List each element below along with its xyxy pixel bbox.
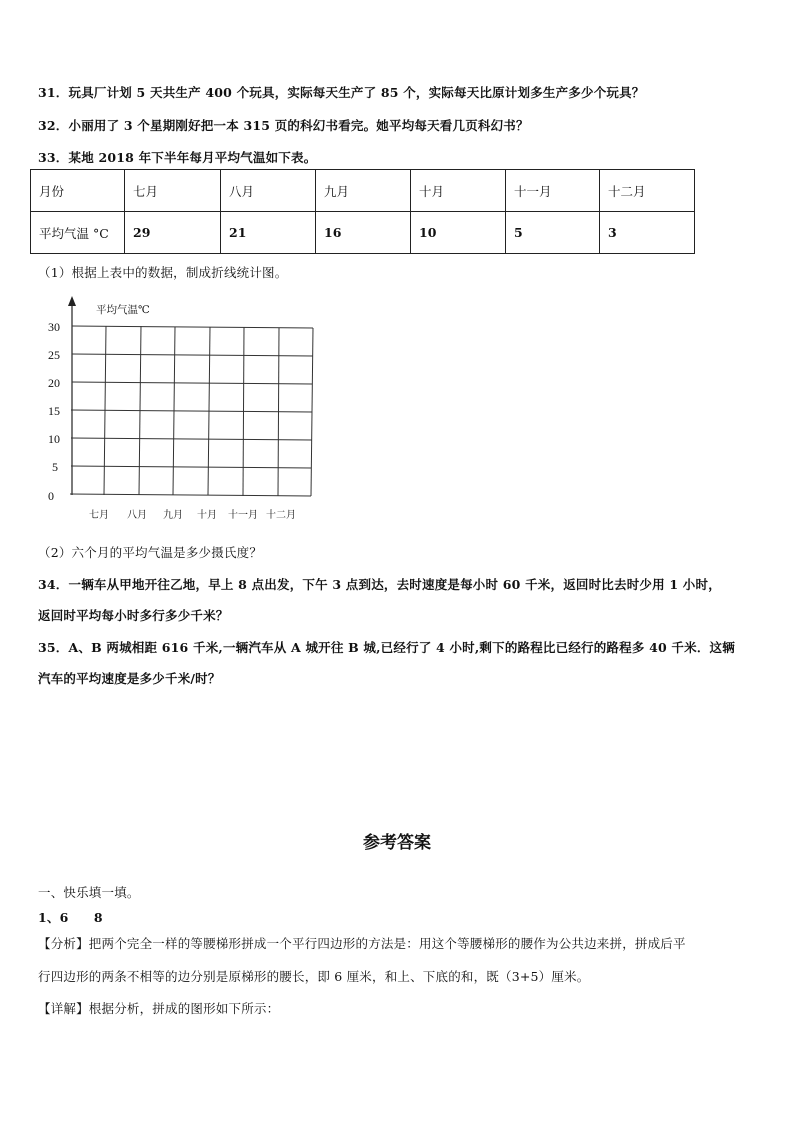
x-tick: 十一月: [228, 510, 258, 521]
table-cell: 3: [600, 212, 695, 254]
table-row: [31, 212, 695, 254]
table-cell: 十月: [411, 170, 506, 212]
detail-line: 【详解】根据分析，拼成的图形如下所示：: [38, 1001, 280, 1016]
y-tick: 25: [48, 348, 60, 362]
y-tick: 10: [48, 432, 60, 446]
question-34-line-1: 34．一辆车从甲地开往乙地，早上 8 点出发，下午 3 点到达，去时速度是每小时 60 千米，返回时比去时少用 1 小时，: [38, 577, 721, 592]
y-axis-label: 平均气温℃: [96, 304, 150, 316]
analysis-line-2: 行四边形的两条不相等的边分别是原梯形的腰长，即 6 厘米，和上、下底的和，既（3+5）厘米。: [38, 969, 590, 984]
answers-title: 参考答案: [363, 833, 431, 853]
question-33-part-1: （1）根据上表中的数据，制成折线统计图。: [38, 265, 288, 280]
question-34-line-2: 返回时平均每小时多行多少千米？: [38, 608, 229, 623]
question-33-part-2: （2）六个月的平均气温是多少摄氏度？: [38, 545, 263, 560]
table-cell: 5: [506, 212, 600, 254]
analysis-line-1: 【分析】把两个完全一样的等腰梯形拼成一个平行四边形的方法是：用这个等腰梯形的腰作为公共边来拼，拼成后平: [38, 936, 686, 951]
y-tick: 0: [48, 489, 54, 503]
x-tick: 七月: [89, 510, 109, 521]
table-header-cell: 月份: [31, 170, 125, 212]
axis-arrow-icon: [68, 296, 76, 306]
chart-grid-svg: [30, 290, 330, 530]
y-tick: 15: [48, 404, 60, 418]
x-tick: 八月: [127, 510, 147, 521]
table-cell: 29: [125, 212, 221, 254]
question-33: 33．某地 2018 年下半年每月平均气温如下表。: [38, 150, 317, 165]
x-tick: 十二月: [266, 510, 296, 521]
table-cell: 十二月: [600, 170, 695, 212]
question-35-line-1: 35．A、B 两城相距 616 千米,一辆汽车从 A 城开往 B 城,已经行了 4 小时,剩下的路程比已经行的路程多 40 千米．这辆: [38, 640, 735, 655]
table-cell: 10: [411, 212, 506, 254]
table-cell: 七月: [125, 170, 221, 212]
table-cell: 九月: [316, 170, 411, 212]
x-tick: 九月: [163, 510, 183, 521]
answer-1: 1、6 8: [38, 910, 103, 925]
question-35-line-2: 汽车的平均速度是多少千米/时？: [38, 671, 221, 686]
y-tick: 5: [52, 460, 58, 474]
answers-section-1: 一、快乐填一填。: [38, 885, 140, 900]
question-31: 31．玩具厂计划 5 天共生产 400 个玩具，实际每天生产了 85 个，实际每天比原计划多生产多少个玩具？: [38, 85, 645, 100]
temperature-table: [30, 169, 695, 254]
line-chart-grid: [30, 290, 330, 530]
x-tick: 十月: [197, 510, 217, 521]
question-32: 32．小丽用了 3 个星期刚好把一本 315 页的科幻书看完。她平均每天看几页科幻书？: [38, 118, 529, 133]
table-cell: 十一月: [506, 170, 600, 212]
table-header-cell: 平均气温 °C: [31, 212, 125, 254]
y-tick: 30: [48, 320, 60, 334]
table-cell: 八月: [221, 170, 316, 212]
table-cell: 16: [316, 212, 411, 254]
table-row: [31, 170, 695, 212]
table-cell: 21: [221, 212, 316, 254]
y-tick: 20: [48, 376, 60, 390]
